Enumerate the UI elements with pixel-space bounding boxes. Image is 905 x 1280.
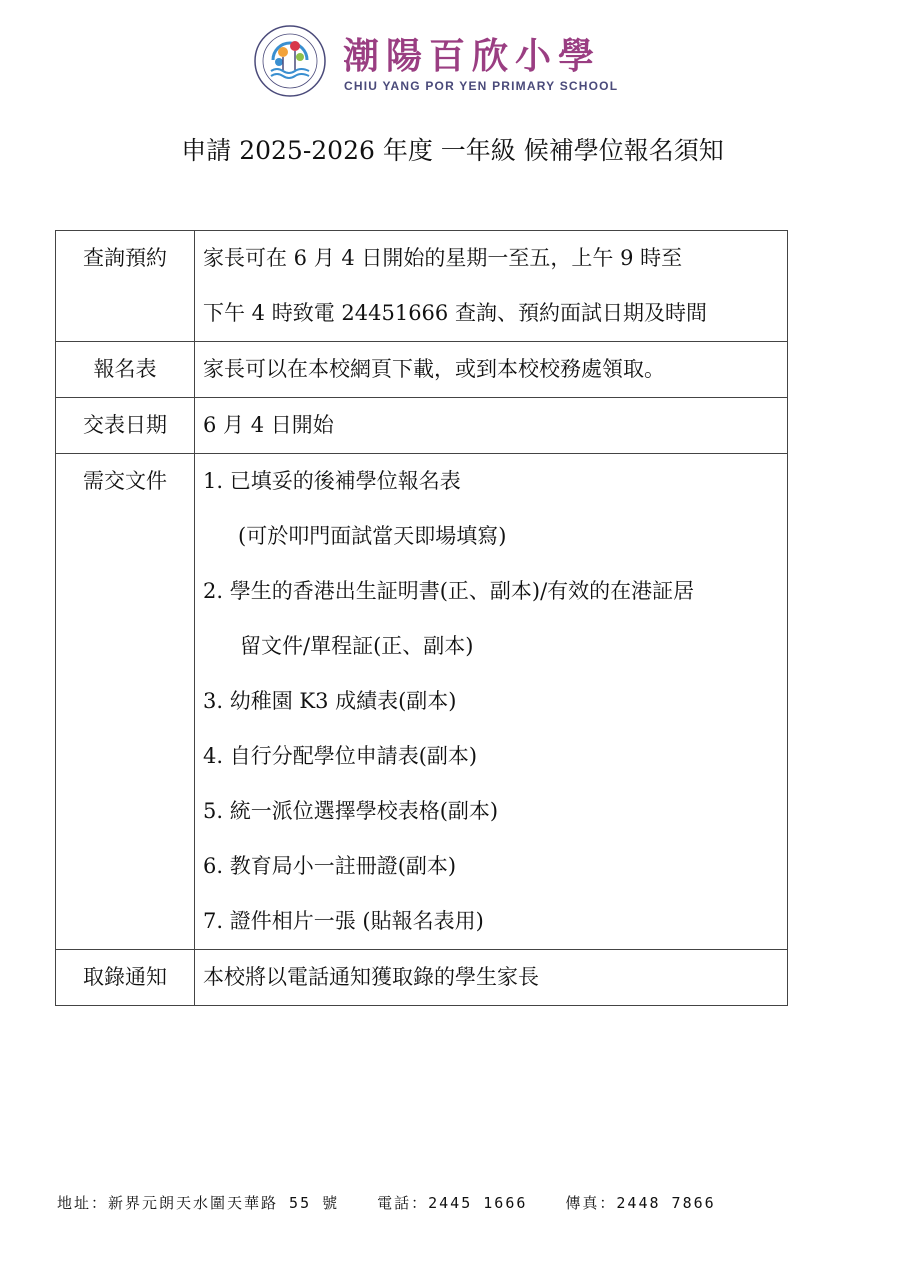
content-line: 家長可以在本校網頁下載，或到本校校務處領取。 [203,357,665,381]
document-item: 2. 學生的香港出生証明書(正、副本)/有效的在港証居 [203,579,695,603]
school-fax: 傳真：2448 7866 [565,1194,716,1212]
school-address: 地址：新界元朗天水圍天華路 55 號 [57,1194,340,1212]
document-item: 3. 幼稚園 K3 成績表(副本) [203,689,457,713]
document-item-note: 留文件/單程証(正、副本) [240,634,474,658]
school-header [253,24,673,104]
content-line: 下午 4 時致電 24451666 查詢、預約面試日期及時間 [203,301,707,325]
school-name-english: CHIU YANG POR YEN PRIMARY SCHOOL [344,79,619,93]
row-content-form [195,342,788,398]
document-item: 5. 統一派位選擇學校表格(副本) [203,799,499,823]
document-item-note: (可於叩門面試當天即場填寫) [238,524,507,548]
content-line: 本校將以電話通知獲取錄的學生家長 [203,965,539,989]
content-line: 家長可在 6 月 4 日開始的星期一至五，上午 9 時至 [203,246,683,270]
contact-footer [57,1192,754,1213]
school-phone: 電話：2445 1666 [377,1194,528,1212]
document-title: 申請 2025-2026 年度 一年級 候補學位報名須知 [181,136,724,165]
row-label-submission-date: 交表日期 [56,398,195,454]
application-info-table [55,230,788,1006]
table-row [56,342,788,398]
row-label-documents: 需交文件 [56,454,195,950]
table-row [56,398,788,454]
table-row [56,231,788,342]
content-line: 6 月 4 日開始 [203,413,334,437]
document-item: 6. 教育局小一註冊證(副本) [203,854,457,878]
document-item: 7. 證件相片一張 (貼報名表用) [203,909,484,933]
row-content-submission-date [195,398,788,454]
document-item: 4. 自行分配學位申請表(副本) [203,744,478,768]
row-content-documents [195,454,788,950]
table-row [56,950,788,1006]
school-emblem-icon [253,24,327,98]
document-item: 1. 已填妥的後補學位報名表 [203,469,461,493]
table-row [56,454,788,950]
row-content-enquiry [195,231,788,342]
row-label-form: 報名表 [56,342,195,398]
row-label-admission-notice: 取錄通知 [56,950,195,1006]
row-content-admission-notice [195,950,788,1006]
school-name-chinese: 潮陽百欣小學 [343,36,602,77]
row-label-enquiry: 查詢預約 [56,231,195,342]
